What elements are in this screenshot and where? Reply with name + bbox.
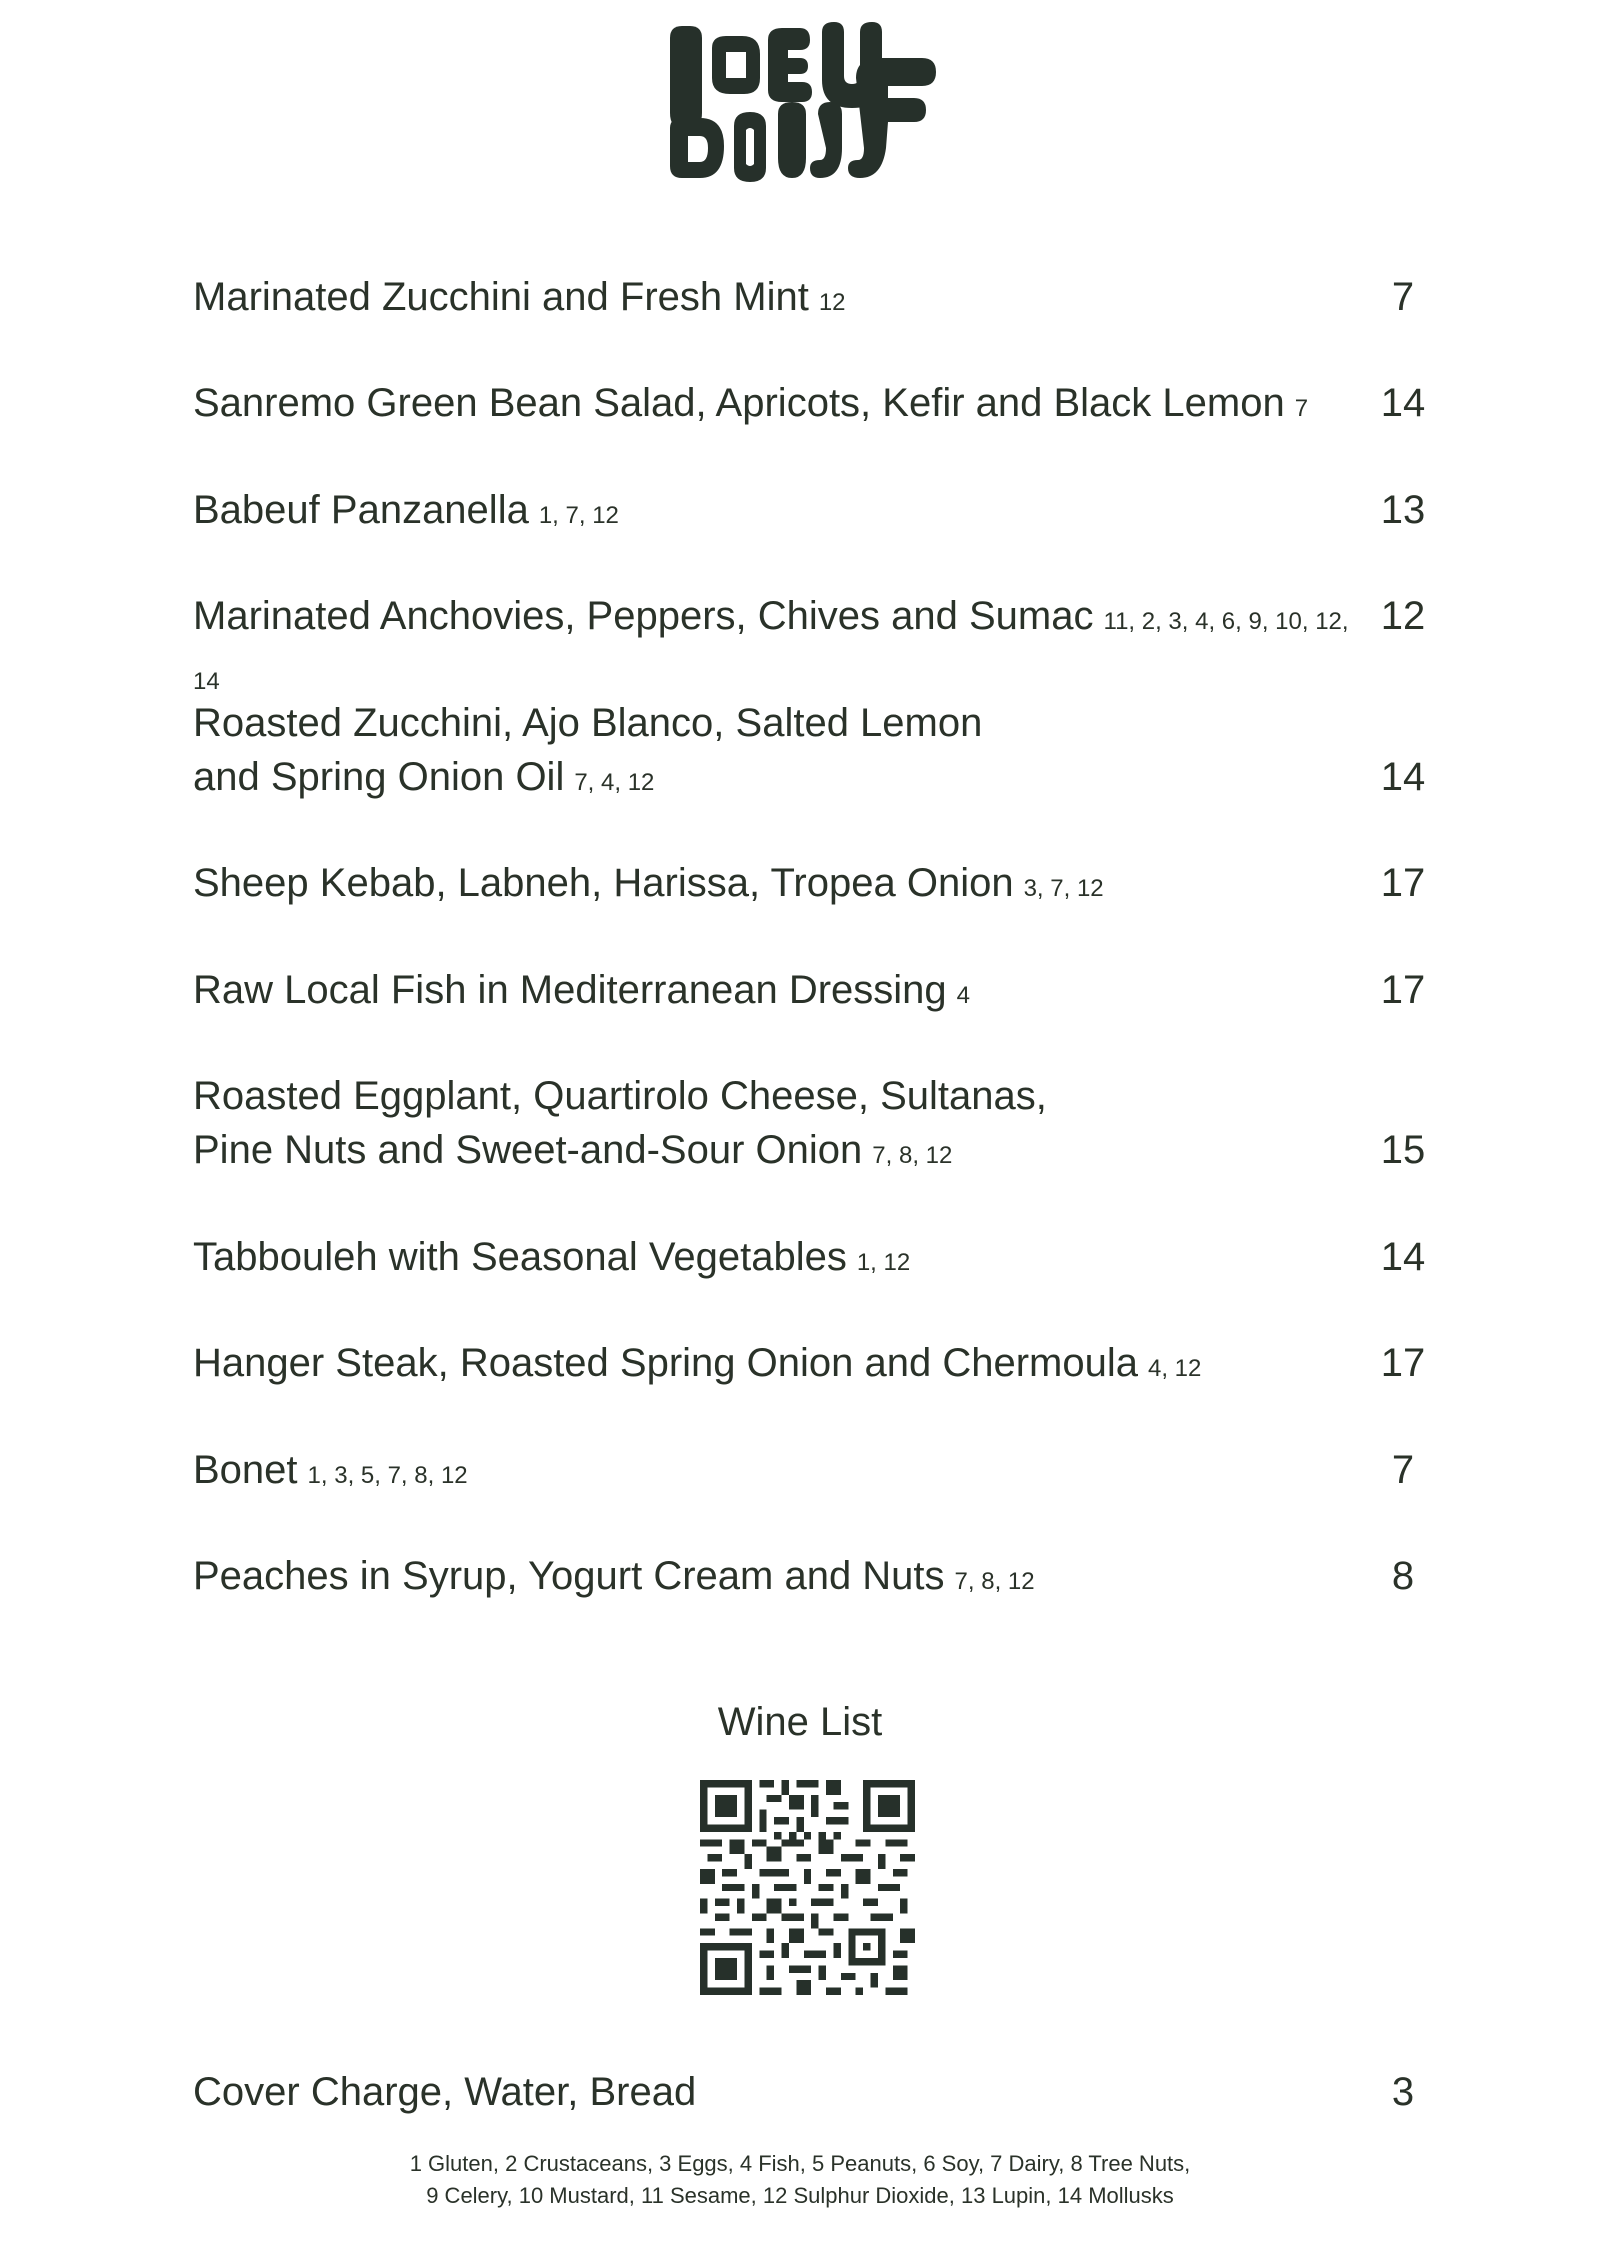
dish-price: 14	[1380, 755, 1426, 799]
dish-title: Peaches in Syrup, Yogurt Cream and Nuts	[193, 1554, 945, 1598]
dish-name-line2	[193, 750, 1373, 810]
dish-price: 15	[1380, 1128, 1426, 1172]
dish-price: 8	[1391, 1554, 1415, 1598]
allergen-codes: 3, 7, 12	[1023, 875, 1104, 902]
allergen-legend	[0, 2148, 1600, 2212]
dish-name	[193, 483, 1373, 543]
allergen-codes: 7, 8, 12	[872, 1142, 953, 1169]
dish-price: 17	[1380, 1341, 1426, 1385]
dish-title: Marinated Zucchini and Fresh Mint	[193, 275, 809, 319]
logo-icon	[660, 18, 950, 188]
dish-title: Hanger Steak, Roasted Spring Onion and Chermoula	[193, 1341, 1138, 1385]
dish-price: 14	[1380, 381, 1426, 425]
dish-price: 13	[1380, 488, 1426, 532]
cover-charge-price: 3	[1391, 2070, 1415, 2114]
dish-name	[193, 1443, 1373, 1503]
dish-name	[193, 270, 1373, 330]
dish-name-line1: Roasted Eggplant, Quartirolo Cheese, Sultanas,	[193, 1074, 1047, 1118]
allergen-codes: 1, 3, 5, 7, 8, 12	[307, 1462, 468, 1489]
allergen-codes: 1, 7, 12	[538, 502, 619, 529]
dish-name	[193, 1336, 1373, 1396]
dish-title: Babeuf Panzanella	[193, 488, 529, 532]
dish-price: 7	[1391, 275, 1415, 319]
dish-name	[193, 589, 1373, 709]
dish-title: Raw Local Fish in Mediterranean Dressing	[193, 968, 947, 1012]
dish-name-line1: Roasted Zucchini, Ajo Blanco, Salted Lemon	[193, 701, 983, 745]
dish-title: Sheep Kebab, Labneh, Harissa, Tropea Onion	[193, 861, 1014, 905]
qr-code-icon[interactable]	[700, 1780, 915, 1995]
dish-name	[193, 1230, 1373, 1290]
dish-name	[193, 1549, 1373, 1609]
dish-title: Tabbouleh with Seasonal Vegetables	[193, 1235, 847, 1279]
wine-list-title: Wine List	[717, 1700, 883, 1744]
allergen-codes: 7, 4, 12	[574, 769, 655, 796]
dish-title: Bonet	[193, 1448, 298, 1492]
allergen-codes: 1, 12	[856, 1249, 911, 1276]
allergen-codes: 7, 8, 12	[954, 1568, 1035, 1595]
allergen-codes: 7	[1294, 395, 1309, 422]
allergen-codes: 4, 12	[1148, 1355, 1202, 1382]
dish-price: 14	[1380, 1235, 1426, 1279]
cover-charge-label: Cover Charge, Water, Bread	[193, 2070, 697, 2114]
dish-name-line2	[193, 1123, 1373, 1183]
allergen-codes: 11, 2, 3, 4, 6, 9, 10, 12, 14	[193, 608, 1349, 695]
allergen-codes: 12	[818, 289, 846, 316]
dish-name	[193, 376, 1373, 436]
dish-price: 12	[1380, 594, 1426, 638]
dish-name	[193, 856, 1373, 916]
allergen-legend-line2: 9 Celery, 10 Mustard, 11 Sesame, 12 Sulphur Dioxide, 13 Lupin, 14 Mollusks	[426, 2183, 1174, 2208]
dish-name	[193, 963, 1373, 1023]
allergen-codes: 4	[956, 982, 971, 1009]
dish-price: 7	[1391, 1448, 1415, 1492]
dish-price: 17	[1380, 861, 1426, 905]
dish-title: Sanremo Green Bean Salad, Apricots, Kefir and Black Lemon	[193, 381, 1285, 425]
allergen-legend-line1: 1 Gluten, 2 Crustaceans, 3 Eggs, 4 Fish, 5 Peanuts, 6 Soy, 7 Dairy, 8 Tree Nuts,	[409, 2151, 1191, 2176]
dish-title: and Spring Onion Oil	[193, 755, 565, 799]
dish-title: Marinated Anchovies, Peppers, Chives and Sumac	[193, 594, 1094, 638]
dish-price: 17	[1380, 968, 1426, 1012]
dish-title: Pine Nuts and Sweet-and-Sour Onion	[193, 1128, 863, 1172]
